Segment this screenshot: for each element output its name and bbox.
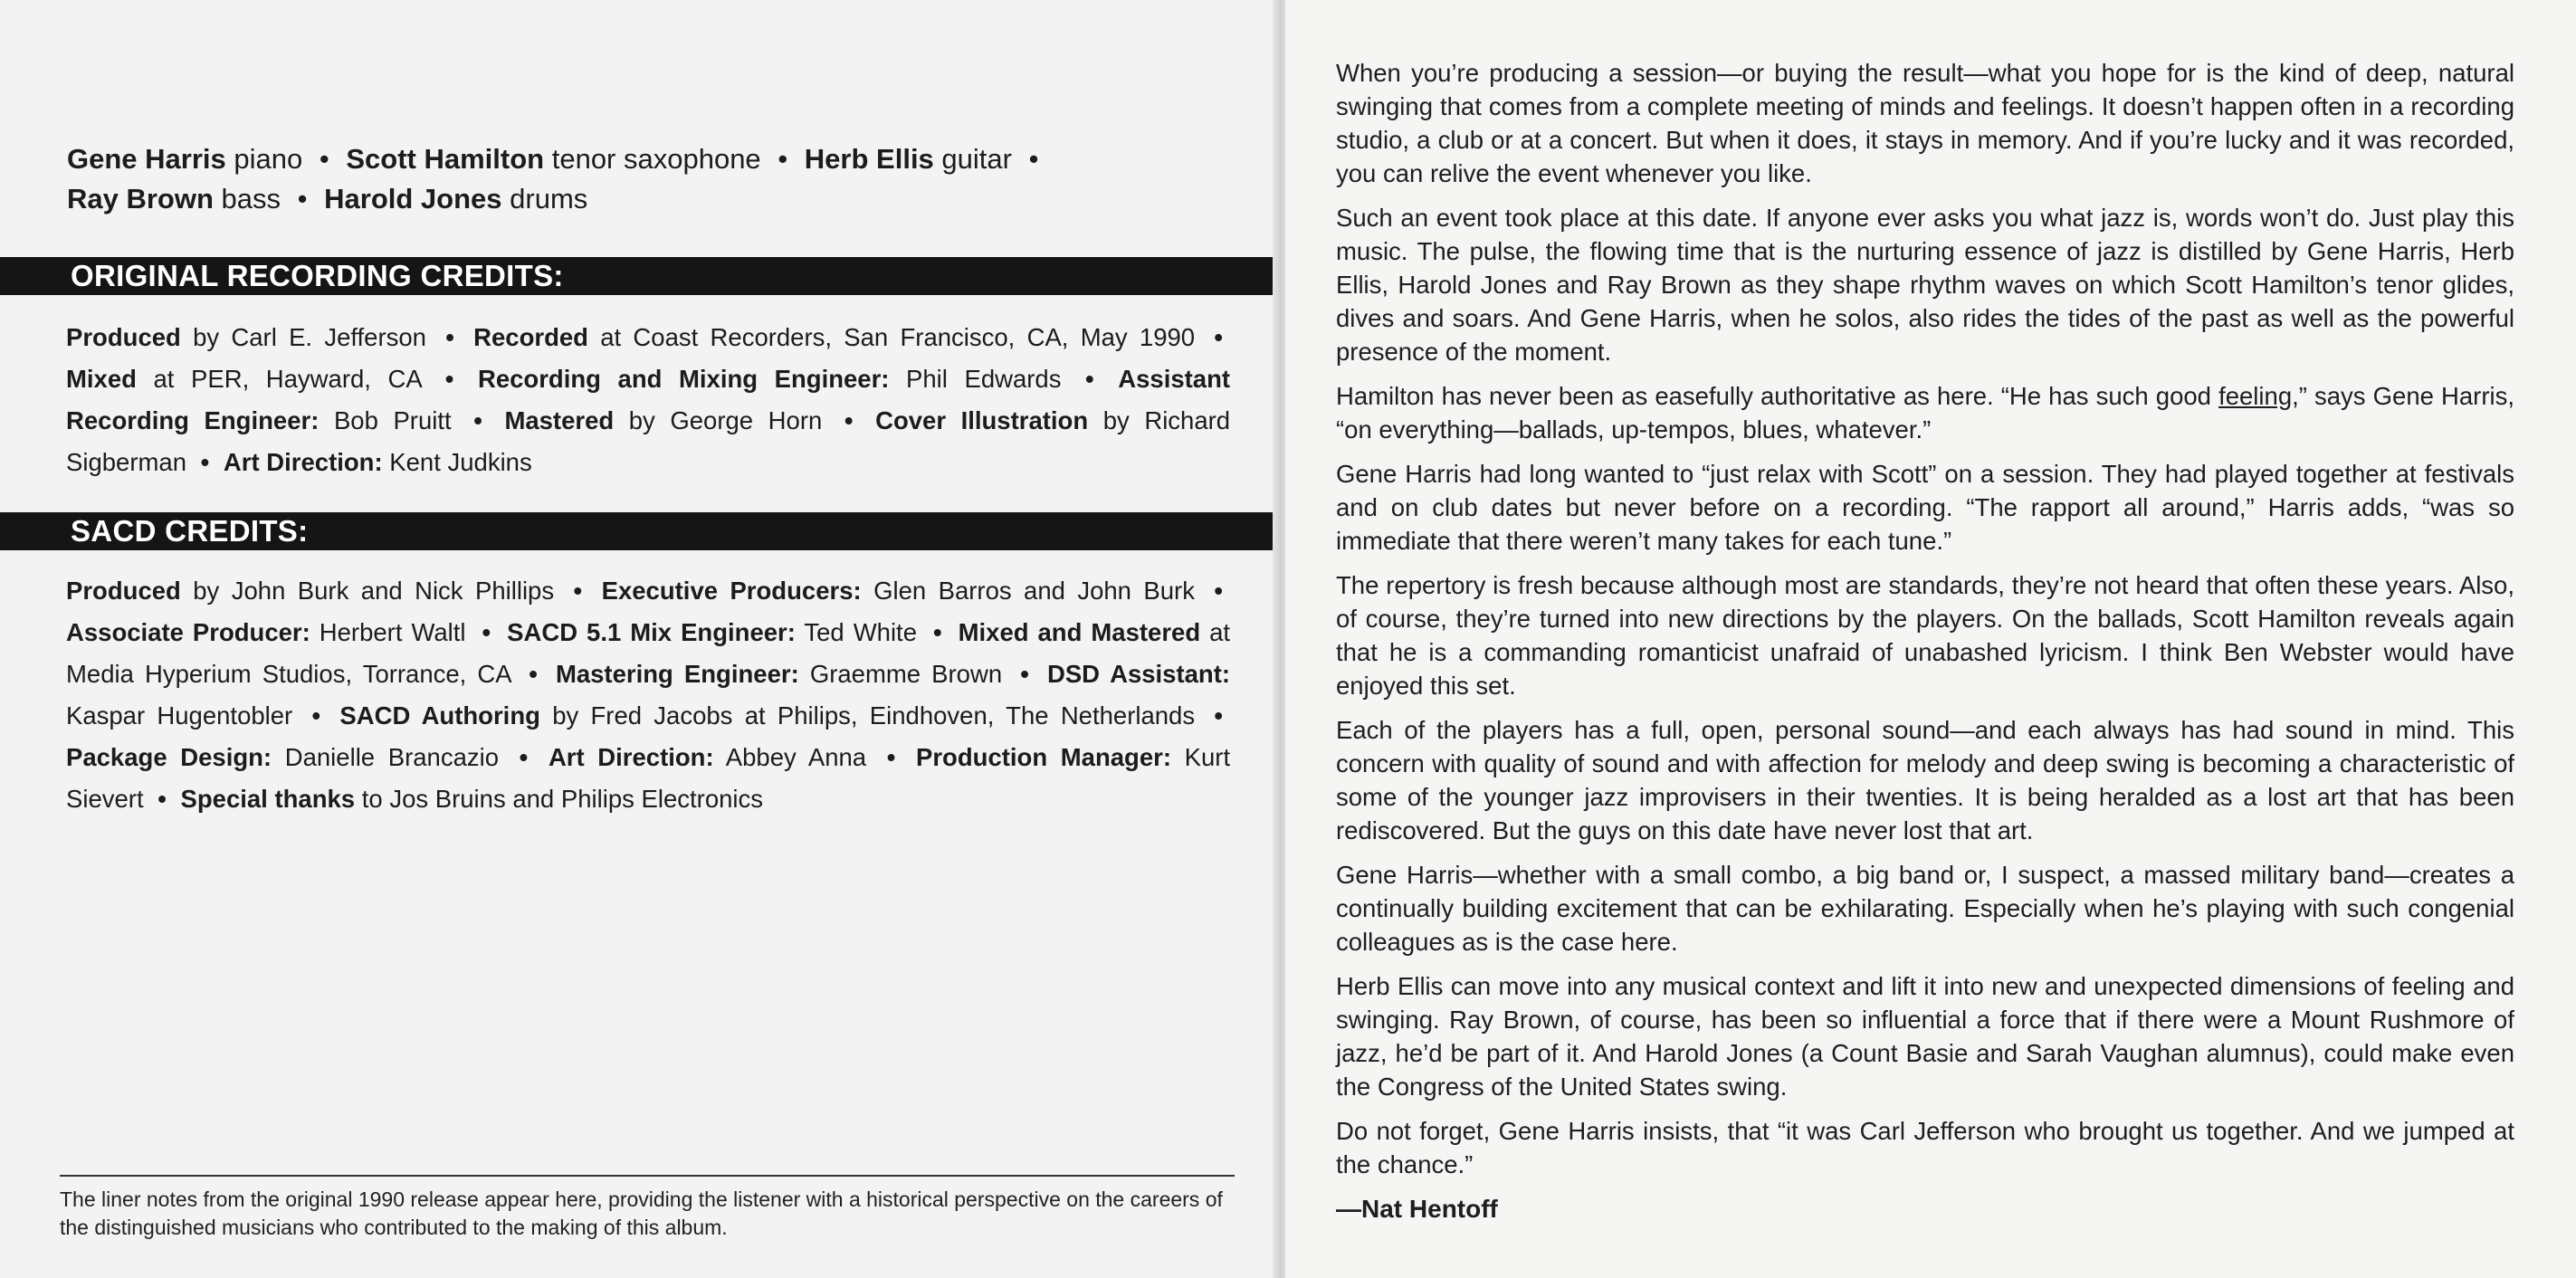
essay-paragraph: Each of the players has a full, open, personal sound—and each always has had sound in mind. This concern with quality of sound and with affection for melody and deep swing is becoming a characteristic of some of the younger jazz improvisers in their twenties. It is being heralded as a lost art that has been rediscovered. But the guys on this date have never lost that art. (1336, 716, 2514, 844)
essay-paragraph: When you’re producing a session—or buying the result—what you hope for is the kind of deep, natural swinging that comes from a complete meeting of minds and feelings. It doesn’t happen often in a recording studio, a club or at a concert. But when it does, it stays in memory. And if you’re lucky and it was recorded, you can relive the event whenever you like. (1336, 59, 2514, 187)
credit-value: at Media Hyperium Studios, Torrance, CA (66, 618, 1231, 688)
credit-value: by George Horn (628, 406, 823, 434)
musician-instrument: bass (221, 183, 281, 215)
credit-entry (66, 743, 499, 771)
credit-entry (66, 323, 426, 351)
credit-label: Produced (66, 323, 181, 351)
credit-entry (224, 448, 532, 476)
credit-label: DSD Assistant: (1046, 660, 1231, 688)
bullet-separator: • (311, 701, 321, 730)
credit-entry (507, 618, 917, 646)
essay-text: Hamilton has never been as easefully authoritative as here. “He has such good (1336, 382, 2219, 410)
credit-value: Graemme Brown (809, 660, 1003, 688)
credit-entry (478, 365, 1061, 393)
original-credits-heading: ORIGINAL RECORDING CREDITS: (0, 257, 1274, 295)
musician-lineup (67, 139, 1244, 219)
credit-entry (602, 577, 1195, 605)
musician-name: Harold Jones (324, 183, 502, 215)
credit-entry (504, 406, 822, 434)
credit-label: Mixed (66, 365, 137, 393)
left-page (0, 0, 1280, 1278)
credit-label: Mastering Engineer: (555, 660, 799, 688)
musician-instrument: piano (234, 143, 303, 175)
credit-value: Glen Barros and John Burk (873, 577, 1195, 605)
credit-entry (556, 660, 1002, 688)
bullet-separator: • (886, 743, 896, 771)
essay-paragraph: Gene Harris—whether with a small combo, a big band or, I suspect, a massed military band—creates a continually building excitement that can be exhilarating. Especially when he’s playing with such congenial colleagues as is the case here. (1336, 861, 2514, 956)
musician-name: Ray Brown (67, 183, 214, 215)
bullet-separator: • (473, 406, 482, 434)
credit-entry (181, 785, 764, 813)
bullet-separator: • (445, 323, 454, 351)
essay-paragraph: Do not forget, Gene Harris insists, that “it was Carl Jefferson who brought us together. And we jumped at the chance.” (1336, 1117, 2514, 1178)
bullet-separator: • (1214, 577, 1224, 605)
credit-value: Abbey Anna (725, 743, 867, 771)
bullet-separator: • (1020, 660, 1029, 688)
essay-paragraph: Gene Harris had long wanted to “just relax with Scott” on a session. They had played together at festivals and on club dates but never before on a recording. “The rapport all around,” Harris adds, “was so immediate that there weren’t many takes for each tune.” (1336, 460, 2514, 555)
musician-instrument: guitar (941, 143, 1012, 175)
credit-label: Package Design: (66, 743, 272, 771)
bullet-separator: • (844, 406, 854, 434)
credit-label: Executive Producers: (601, 577, 862, 605)
underlined-word: feeling (2218, 382, 2293, 410)
bullet-separator: • (200, 448, 210, 476)
credit-label: Special thanks (180, 785, 356, 813)
credit-label: SACD Authoring (339, 701, 540, 730)
credit-value: Ted White (804, 618, 917, 646)
credit-label: Mastered (504, 406, 615, 434)
liner-essay (1336, 56, 2514, 1226)
credit-value: Phil Edwards (906, 365, 1062, 393)
bullet-separator: • (1214, 701, 1224, 730)
musician-name: Gene Harris (67, 143, 226, 175)
credit-label: Art Direction: (223, 448, 383, 476)
credit-entry (339, 701, 1195, 730)
bullet-separator: • (778, 143, 788, 175)
sacd-credits-list (66, 570, 1230, 820)
credit-label: Associate Producer: (66, 618, 310, 646)
bullet-separator: • (1085, 365, 1094, 393)
bullet-separator: • (573, 577, 583, 605)
musician-name: Herb Ellis (804, 143, 934, 175)
right-page (1285, 0, 2576, 1278)
credit-value: at PER, Hayward, CA (153, 365, 422, 393)
credit-value: Kent Judkins (389, 448, 532, 476)
bullet-separator: • (157, 785, 167, 813)
bullet-separator: • (1214, 323, 1223, 351)
bullet-separator: • (529, 660, 538, 688)
essay-paragraph: Such an event took place at this date. If anyone ever asks you what jazz is, words won’t do. Just play this music. The pulse, the flowing time that is the nurturing essence of jazz is distilled by Gene Harris, Herb Ellis, Harold Jones and Ray Brown as they shape rhythm waves on which Scott Hamilton’s tenor glides, dives and soars. And Gene Harris, when he solos, also rides the tides of the past as well as the powerful presence of the moment. (1336, 204, 2514, 366)
credit-value: Kaspar Hugentobler (66, 701, 293, 730)
credit-value: to Jos Bruins and Philips Electronics (361, 785, 764, 813)
credit-value: by Richard Sigberman (66, 406, 1231, 476)
original-credits-list (66, 317, 1230, 483)
bullet-separator: • (297, 183, 308, 215)
essay-paragraph: Herb Ellis can move into any musical context and lift it into new and unexpected dimensions of feeling and swinging. Ray Brown, of course, has been so influential a force that if there were a Mount Rushmore of jazz, he’d be part of it. And Harold Jones (a Count Basie and Sarah Vaughan alumnus), could make even the Congress of the United States swing. (1336, 972, 2514, 1101)
credit-value: by Carl E. Jefferson (193, 323, 426, 351)
bullet-separator: • (444, 365, 454, 393)
credit-label: Recording and Mixing Engineer: (477, 365, 890, 393)
credit-entry (66, 365, 421, 393)
credit-value: by Fred Jacobs at Philips, Eindhoven, The Netherlands (552, 701, 1196, 730)
credit-label: Mixed and Mastered (958, 618, 1201, 646)
bullet-separator: • (519, 743, 529, 771)
credit-entry (66, 577, 554, 605)
credit-label: Recorded (473, 323, 588, 351)
essay-paragraph: The repertory is fresh because although most are standards, they’re not heard that often these years. Also, of course, they’re turned into new directions by the players. On the ballads, Scott Hamilton reveals again that he is a commanding romanticist unafraid of unabashed lyricism. I think Ben Webster would have enjoyed this set. (1336, 571, 2514, 700)
bullet-separator: • (1028, 143, 1039, 175)
credit-label: Art Direction: (548, 743, 714, 771)
bullet-separator: • (932, 618, 942, 646)
author-signature: —Nat Hentoff (1336, 1195, 1498, 1223)
credit-label: Produced (66, 577, 181, 605)
credit-label: Cover Illustration (875, 406, 1089, 434)
credit-value: at Coast Recorders, San Francisco, CA, May 1990 (600, 323, 1196, 351)
credit-label: Assistant Recording Engineer: (66, 365, 1231, 434)
credit-value: by John Burk and Nick Phillips (193, 577, 555, 605)
credit-label: SACD 5.1 Mix Engineer: (507, 618, 796, 646)
bullet-separator: • (482, 618, 491, 646)
credit-value: Danielle Brancazio (284, 743, 500, 771)
essay-text: ,” says Gene Harris, “on everything—ballads, up-tempos, blues, whatever.” (1336, 382, 2514, 443)
essay-paragraph (1336, 379, 2514, 446)
bullet-separator: • (319, 143, 329, 175)
credit-entry (549, 743, 866, 771)
musician-instrument: tenor saxophone (551, 143, 761, 175)
credit-entry (66, 618, 466, 646)
credit-value: Bob Pruitt (333, 406, 452, 434)
credit-entry (473, 323, 1195, 351)
footnote: The liner notes from the original 1990 release appear here, providing the listener with a historical perspective on the careers of the distinguished musicians who contributed to the making of this album. (60, 1187, 1223, 1239)
credit-value: Kurt Sievert (66, 743, 1231, 813)
sacd-credits-heading: SACD CREDITS: (0, 512, 1274, 550)
musician-instrument: drums (510, 183, 588, 215)
credit-value: Herbert Waltl (319, 618, 466, 646)
musician-name: Scott Hamilton (346, 143, 545, 175)
footnote-divider (60, 1175, 1235, 1177)
credit-label: Production Manager: (916, 743, 1172, 771)
